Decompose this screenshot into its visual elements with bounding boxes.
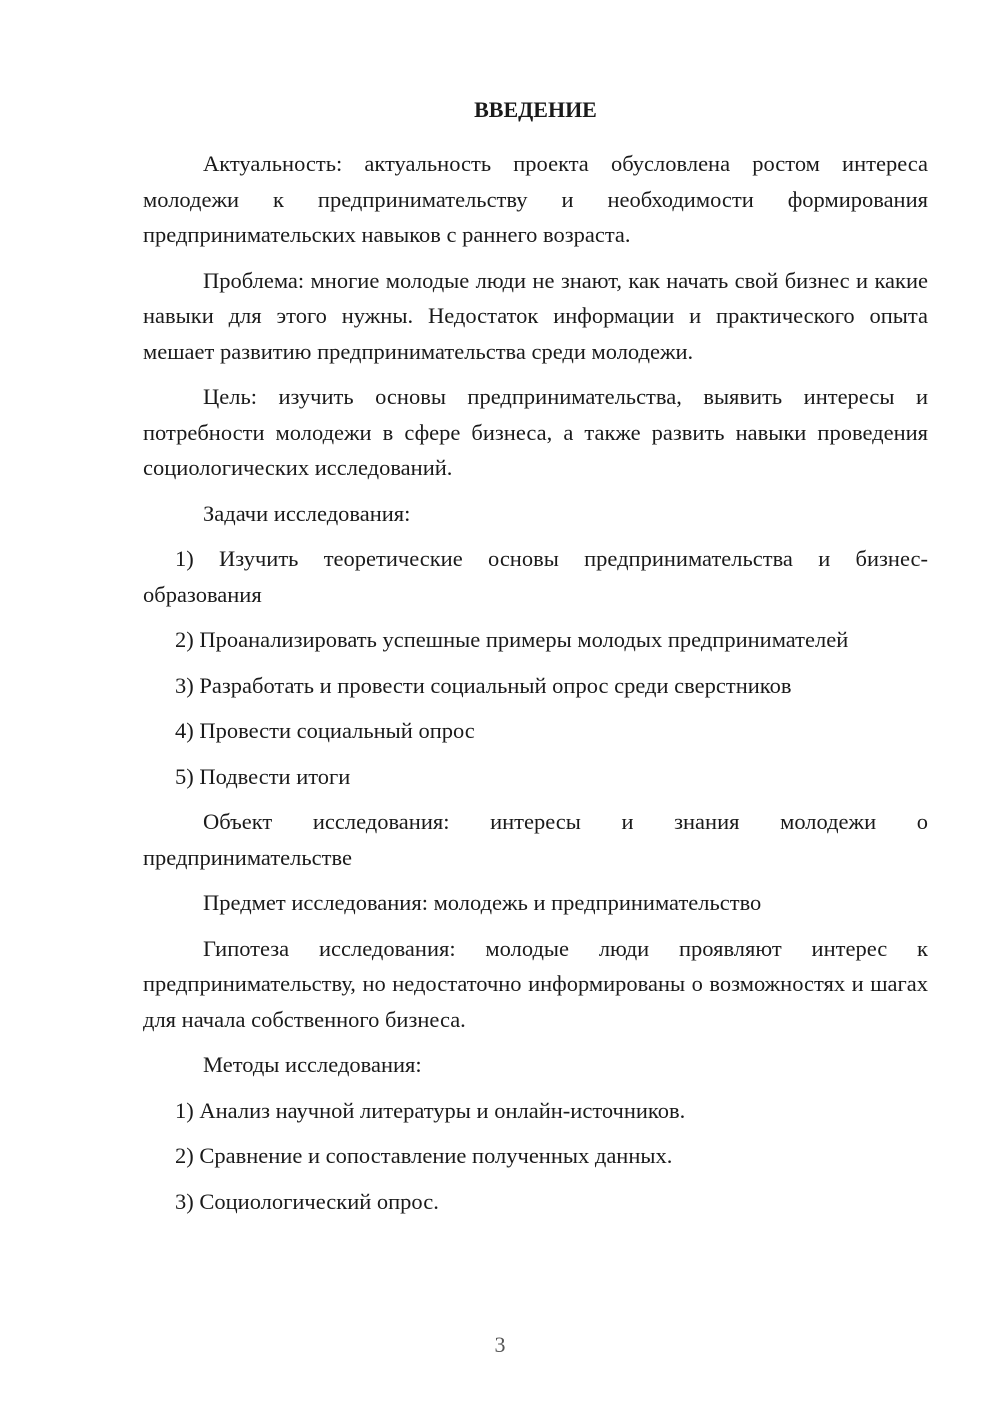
task-item: 2) Проанализировать успешные примеры молодых предпринимателей: [175, 627, 849, 652]
method-item: 2) Сравнение и сопоставление полученных данных.: [175, 1143, 673, 1168]
task-item: 1) Изучить теоретические основы предпринимательства и бизнес-образования: [143, 546, 928, 607]
problem-paragraph: Проблема: многие молодые люди не знают, как начать свой бизнес и какие навыки для этого нужны. Недостаток информации и практического опыта мешает развитию предпринимательства среди молодежи.: [143, 267, 928, 364]
task-item: 3) Разработать и провести социальный опрос среди сверстников: [175, 672, 792, 698]
task-item: 5) Подвести итоги: [175, 763, 351, 789]
object-paragraph: Объект исследования: интересы и знания молодежи о предпринимательстве: [143, 809, 928, 870]
task-item: 4) Провести социальный опрос: [175, 718, 475, 743]
hypothesis-paragraph: Гипотеза исследования: молодые люди проявляют интерес к предпринимательству, но недостаточно информированы о возможностях и шагах для начала собственного бизнеса.: [143, 935, 928, 1032]
tasks-title: Задачи исследования:: [203, 500, 411, 526]
method-item: 1) Анализ научной литературы и онлайн-источников.: [175, 1097, 686, 1123]
relevance-paragraph: Актуальность: актуальность проекта обусловлена ростом интереса молодежи к предпринимательству и необходимости формирования предпринимательских навыков с раннего возраста.: [143, 151, 928, 247]
methods-title: Методы исследования:: [203, 1052, 422, 1077]
section-heading: ВВЕДЕНИЕ: [474, 97, 597, 122]
document-page: [143, 92, 928, 1229]
page-number: 3: [494, 1332, 506, 1357]
goal-paragraph: Цель: изучить основы предпринимательства, выявить интересы и потребности молодежи в сфере бизнеса, а также развить навыки проведения социологических исследований.: [143, 384, 928, 480]
subject-paragraph: Предмет исследования: молодежь и предпринимательство: [203, 890, 762, 915]
method-item: 3) Социологический опрос.: [175, 1188, 439, 1214]
